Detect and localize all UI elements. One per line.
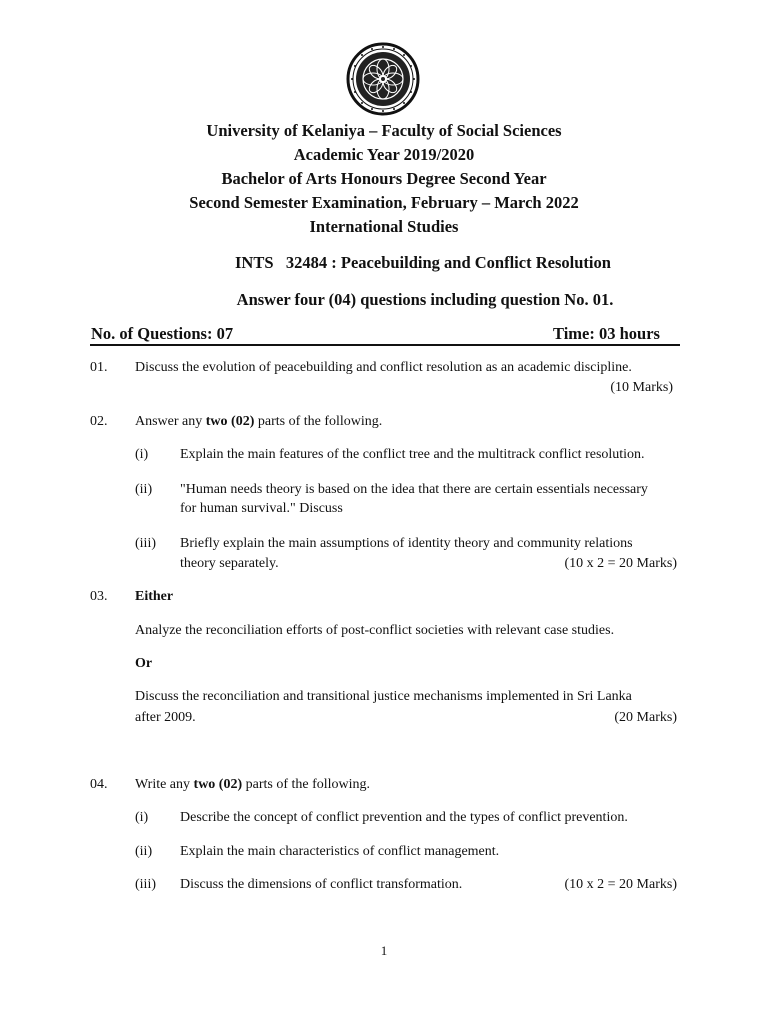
part-label: (i): [135, 810, 149, 825]
exam-instruction: Answer four (04) questions including question No. 01.: [236, 290, 614, 309]
part-label: (ii): [135, 482, 153, 497]
intro-bold: two (02): [193, 777, 243, 792]
degree-title: Bachelor of Arts Honours Degree Second Year: [221, 169, 547, 188]
part-label: (iii): [135, 877, 156, 892]
question-number: 01.: [90, 360, 108, 375]
questions-count: No. of Questions: 07: [91, 324, 234, 343]
university-heading: University of Kelaniya – Faculty of Social Sciences: [206, 121, 562, 140]
or-label: Or: [135, 656, 153, 671]
course-number: 32484: [285, 253, 328, 272]
question-marks: (20 Marks): [614, 710, 677, 725]
part-text: theory separately.: [180, 556, 279, 571]
question-intro: [135, 414, 382, 430]
question-intro: [135, 777, 370, 793]
part-label: (ii): [135, 844, 153, 859]
question-number: 03.: [90, 589, 108, 604]
header-divider: [90, 344, 680, 346]
exam-title: Second Semester Examination, February – March 2022: [189, 193, 579, 212]
intro-text: parts of the following.: [254, 414, 383, 429]
university-crest-logo: [346, 42, 420, 116]
question-marks: (10 Marks): [610, 380, 673, 395]
part-text: Describe the concept of conflict prevention and the types of conflict prevention.: [180, 810, 628, 825]
department-name: International Studies: [309, 217, 459, 236]
question-number: 02.: [90, 414, 108, 429]
either-label: Either: [135, 589, 174, 604]
part-label: (iii): [135, 536, 156, 551]
exam-duration: Time: 03 hours: [553, 324, 660, 343]
course-title: : Peacebuilding and Conflict Resolution: [331, 253, 611, 272]
part-text: Explain the main characteristics of conflict management.: [180, 844, 500, 859]
part-text: "Human needs theory is based on the idea that there are certain essentials necessary: [180, 482, 648, 497]
intro-text: Answer any: [135, 414, 206, 429]
part-text: Discuss the dimensions of conflict transformation.: [180, 877, 463, 892]
part-text: for human survival." Discuss: [180, 501, 343, 516]
page-number: 1: [380, 943, 388, 958]
intro-bold: two (02): [205, 414, 255, 429]
question-text: Analyze the reconciliation efforts of post-conflict societies with relevant case studies.: [135, 623, 615, 638]
question-text: after 2009.: [135, 710, 196, 725]
question-text: Discuss the reconciliation and transitional justice mechanisms implemented in Sri Lanka: [135, 689, 632, 704]
course-code-line: [235, 253, 611, 273]
intro-text: parts of the following.: [242, 777, 371, 792]
course-prefix: INTS: [235, 253, 274, 272]
academic-year: Academic Year 2019/2020: [293, 145, 475, 164]
question-marks: (10 x 2 = 20 Marks): [564, 556, 677, 571]
part-label: (i): [135, 447, 149, 462]
question-text: Discuss the evolution of peacebuilding and conflict resolution as an academic discipline.: [135, 360, 632, 375]
part-text: Briefly explain the main assumptions of identity theory and community relations: [180, 536, 633, 551]
question-marks: (10 x 2 = 20 Marks): [564, 877, 677, 892]
question-number: 04.: [90, 777, 108, 792]
part-text: Explain the main features of the conflict tree and the multitrack conflict resolution.: [180, 447, 645, 462]
intro-text: Write any: [135, 777, 194, 792]
